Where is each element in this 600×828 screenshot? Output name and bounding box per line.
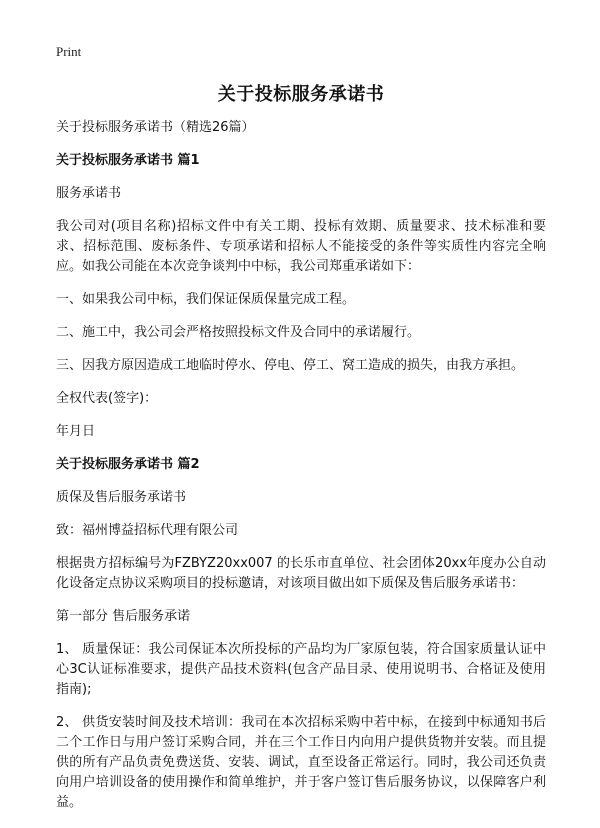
print-label: Print bbox=[56, 44, 82, 59]
document-body bbox=[56, 80, 546, 826]
paragraph: 我公司对(项目名称)招标文件中有关工期、投标有效期、质量要求、技术标准和要求、招标范围、废标条件、专项承诺和招标人不能接受的条件等实质性内容完全响应。如我公司能在本次竞争谈判中中标，我公司郑重承诺如下： bbox=[56, 219, 546, 274]
paragraph: 服务承诺书 bbox=[56, 186, 122, 201]
part-heading: 第一部分 售后服务承诺 bbox=[56, 609, 191, 624]
signature-line: 全权代表(签字)： bbox=[56, 391, 158, 406]
date-line: 年月日 bbox=[56, 424, 96, 439]
paragraph: 质保及售后服务承诺书 bbox=[56, 490, 187, 505]
section-heading: 关于投标服务承诺书 篇1 bbox=[56, 153, 200, 168]
document-title: 关于投标服务承诺书 bbox=[217, 84, 385, 105]
paragraph: 1、 质量保证：我公司保证本次所投标的产品均为厂家原包装，符合国家质量认证中心3C认证标准要求，提供产品技术资料(包含产品目录、使用说明书、合格证及使用指南); bbox=[56, 642, 546, 697]
paragraph: 2、 供货安装时间及技术培训：我司在本次招标采购中若中标，在接到中标通知书后二个工作日与用户签订采购合同，并在三个工作日内向用户提供货物并安装。而且提供的所有产品负责免费送货、安装、调试，直至设备正常运行。同时，我公司还负责向用户培训设备的使用操作和简单维护，并于客户签订售后服务协议，以保障客户利益。 bbox=[56, 715, 546, 810]
recipient-line: 致：福州博益招标代理有限公司 bbox=[56, 523, 239, 538]
section-heading: 关于投标服务承诺书 篇2 bbox=[56, 457, 200, 472]
paragraph: 三、因我方原因造成工地临时停水、停电、停工、窝工造成的损失，由我方承担。 bbox=[56, 358, 525, 373]
document-subtitle: 关于投标服务承诺书（精选26篇） bbox=[56, 120, 255, 135]
paragraph: 根据贵方招标编号为FZBYZ20xx007 的长乐市直单位、社会团体20xx年度办公自动化设备定点协议采购项目的投标邀请，对该项目做出如下质保及售后服务承诺书： bbox=[56, 556, 546, 591]
paragraph: 二、施工中，我公司会严格按照投标文件及合同中的承诺履行。 bbox=[56, 325, 421, 340]
paragraph: 一、如果我公司中标，我们保证保质保量完成工程。 bbox=[56, 292, 356, 307]
